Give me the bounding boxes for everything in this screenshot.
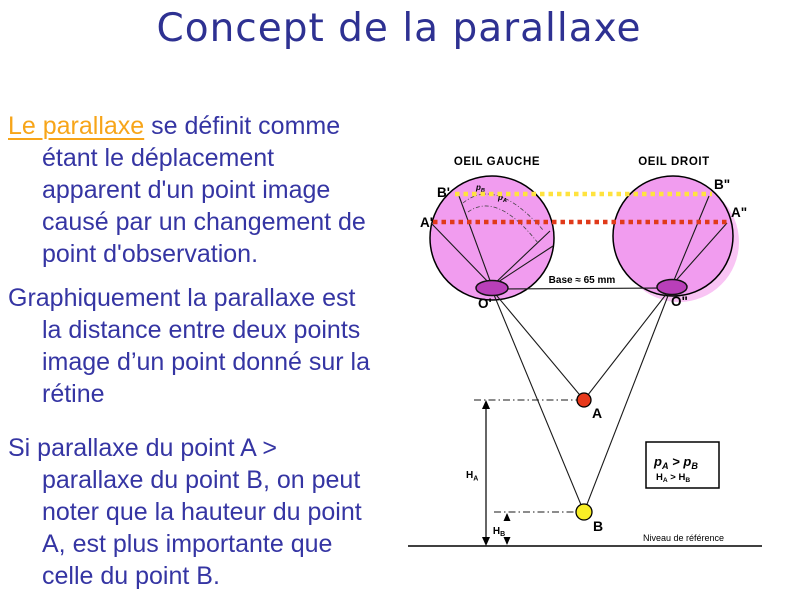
ha-label: $H_A$: [466, 470, 479, 483]
retina-arc-label-pa: $p_A$: [498, 193, 507, 204]
formula-parallax: $p_A > p_B$: [654, 454, 698, 471]
label-o-prime: O': [478, 296, 492, 311]
text-line: étant le déplacement: [42, 144, 275, 172]
ha-arrow: [482, 400, 490, 546]
text-line: [8, 110, 412, 142]
base-label: Base ≈ 65 mm: [548, 275, 616, 286]
point-b-label: B: [593, 518, 604, 534]
text-line: celle du point B.: [42, 562, 220, 590]
paragraph-graphique: [8, 282, 412, 410]
right-pupil: [657, 280, 687, 295]
left-eye-title: OEIL GAUCHE: [453, 156, 541, 168]
point-a-label: A: [592, 405, 603, 421]
parallax-diagram: [400, 140, 798, 560]
left-pupil: [476, 281, 508, 296]
formula-height: $H_A > H_B$: [656, 472, 691, 484]
ground-label: Niveau de référence: [643, 533, 725, 543]
paragraph-definition: [8, 110, 412, 270]
text-line: parallaxe du point B, on peut: [42, 466, 361, 494]
text-line-rest: se définit comme: [144, 112, 341, 140]
point-b-dot: [576, 504, 592, 520]
text-line: la distance entre deux points: [42, 316, 361, 344]
label-o-second: O": [671, 294, 688, 309]
text-line: point d'observation.: [42, 240, 259, 268]
label-b-second: B": [714, 177, 731, 192]
text-line: noter que la hauteur du point: [42, 498, 362, 526]
label-a-prime: A': [420, 215, 433, 230]
label-a-second: A": [731, 205, 748, 220]
text-line: A, est plus importante que: [42, 530, 333, 558]
hb-arrow: [504, 513, 511, 545]
page-title: Concept de la parallaxe: [156, 6, 642, 51]
paragraph-comparaison: [8, 432, 412, 592]
retina-arc-label-pb: $p_B$: [476, 183, 485, 194]
text-line: image d’un point donné sur la: [42, 348, 371, 376]
point-a-dot: [577, 393, 591, 407]
text-line: Si parallaxe du point A >: [8, 434, 277, 462]
hb-label: $H_B$: [492, 526, 506, 538]
right-eye-title: OEIL DROIT: [638, 156, 710, 168]
text-line: causé par un changement de: [42, 208, 366, 236]
text-line: apparent d'un point image: [42, 176, 331, 204]
parallaxe-link[interactable]: Le parallaxe: [8, 112, 145, 140]
label-b-prime: B': [437, 185, 450, 200]
formula-box: [646, 442, 719, 488]
text-line: rétine: [42, 380, 105, 408]
text-line: Graphiquement la parallaxe est: [8, 284, 356, 312]
